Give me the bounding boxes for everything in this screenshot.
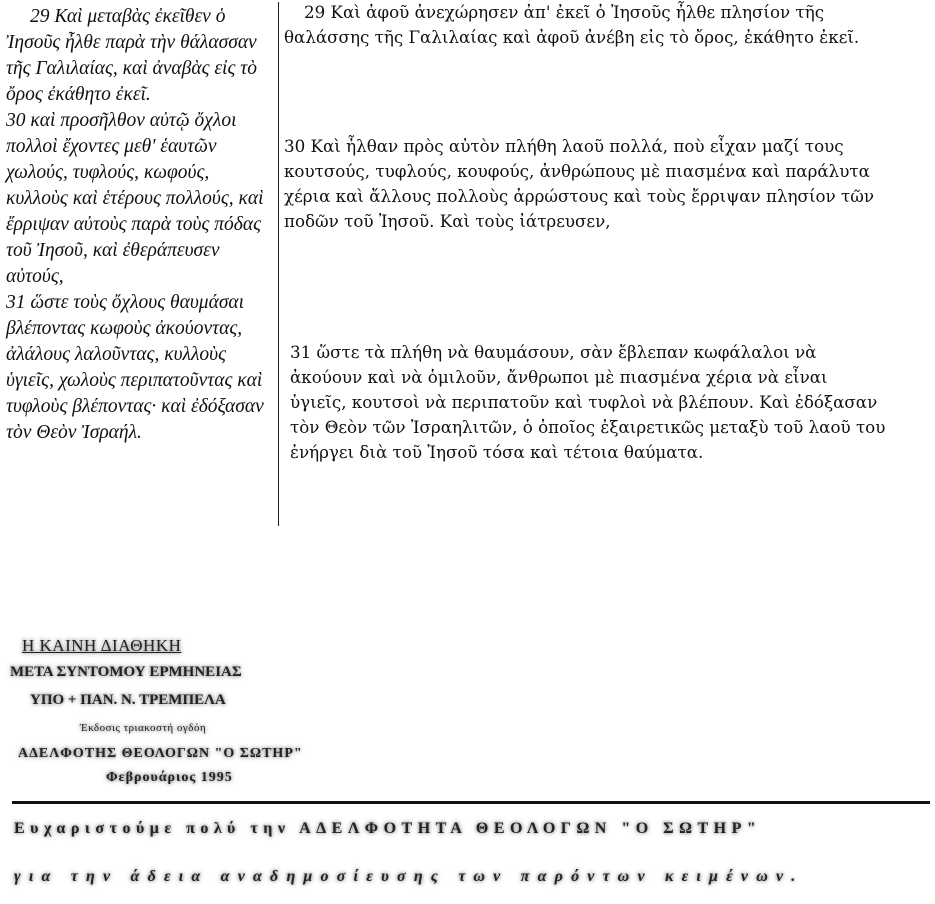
acknowledgement-line-2: για την άδεια αναδημοσίευσης των παρόντων κειμένων. bbox=[14, 868, 804, 885]
horizontal-rule bbox=[12, 801, 930, 804]
ancient-verse-29: 29 Καὶ μεταβὰς ἐκεῖθεν ὁ Ἰησοῦς ἦλθε παρὰ τὴν θάλασσαν τῆς Γαλιλαίας, καὶ ἀναβὰς εἰς τὸ ὄρος ἐκάθητο ἐκεῖ. bbox=[6, 6, 257, 105]
ancient-verse-30: 30 καὶ προσῆλθον αὐτῷ ὄχλοι πολλοὶ ἔχοντες μεθ' ἑαυτῶν χωλούς, τυφλούς, κωφούς, κυλλοὺς καὶ ἑτέρους πολλούς, καὶ ἔρριψαν αὐτοὺς παρὰ τοὺς πόδας τοῦ Ἰησοῦ, καὶ ἐθεράπευσεν αὐτούς, bbox=[6, 110, 264, 287]
modern-verse-31: 31 ὥστε τὰ πλήθη νὰ θαυμάσουν, σὰν ἔβλεπαν κωφάλαλοι νὰ ἀκούουν καὶ νὰ ὁμιλοῦν, ἄνθρωποι μὲ πιασμένα χέρια νὰ εἶναι ὑγιεῖς, κουτσοὶ νὰ περιπατοῦν καὶ τυφλοὶ νὰ βλέπουν. Καὶ ἐδόξασαν τὸν Θεὸν τῶν Ἰσραηλιτῶν, ὁ ὁποῖος ἐξαιρετικῶς μεταξὺ τοῦ λαοῦ του ἐνήργει διὰ τοῦ Ἰησοῦ τόσα καὶ τέτοια θαύματα. bbox=[290, 342, 886, 462]
modern-verse-30: 30 Καὶ ἦλθαν πρὸς αὐτὸν πλήθη λαοῦ πολλά, ποὺ εἶχαν μαζί τους κουτσούς, τυφλούς, κουφούς, ἀνθρώπους μὲ πιασμένα καὶ παράλυτα χέρια καὶ ἄλλους πολλοὺς ἀρρώστους καὶ τοὺς ἔρριψαν πλησίον τῶν ποδῶν τοῦ Ἰησοῦ. Καὶ τοὺς ἰάτρευσεν, bbox=[284, 136, 874, 231]
ancient-text-column bbox=[6, 4, 272, 446]
modern-verse-29: 29 Καὶ ἀφοῦ ἀνεχώρησεν ἀπ' ἐκεῖ ὁ Ἰησοῦς ἦλθε πλησίον τῆς θαλάσσης τῆς Γαλιλαίας καὶ ἀφοῦ ἀνέβη εἰς τὸ ὄρος, ἐκάθητο ἐκεῖ. bbox=[284, 2, 860, 47]
publication-date: Φεβρουάριος 1995 bbox=[106, 770, 233, 785]
column-divider bbox=[278, 2, 279, 526]
acknowledgement-line-1: Ευχαριστούμε πολύ την ΑΔΕΛΦΟΤΗΤΑ ΘΕΟΛΟΓΩΝ "Ο ΣΩΤΗΡ" bbox=[14, 820, 762, 837]
ancient-verse-31: 31 ὥστε τοὺς ὄχλους θαυμάσαι βλέποντας κωφοὺς ἀκούοντας, ἀλάλους λαλοῦντας, κυλλοὺς ὑγιεῖς, χωλοὺς περιπατοῦντας καὶ τυφλοὺς βλέποντας· καὶ ἐδόξασαν τὸν Θεὸν Ἰσραήλ. bbox=[6, 292, 264, 443]
edition-note: Έκδοσις τριακοστή ογδόη bbox=[80, 722, 207, 734]
book-subtitle: ΜΕΤΑ ΣΥΝΤΟΜΟΥ ΕΡΜΗΝΕΙΑΣ bbox=[10, 664, 242, 680]
publisher: ΑΔΕΛΦΟΤΗΣ ΘΕΟΛΟΓΩΝ "Ο ΣΩΤΗΡ" bbox=[18, 746, 303, 761]
book-title: Η ΚΑΙΝΗ ΔΙΑΘΗΚΗ bbox=[22, 636, 182, 655]
book-author: ΥΠΟ + ΠΑΝ. Ν. ΤΡΕΜΠΕΛΑ bbox=[30, 692, 226, 708]
